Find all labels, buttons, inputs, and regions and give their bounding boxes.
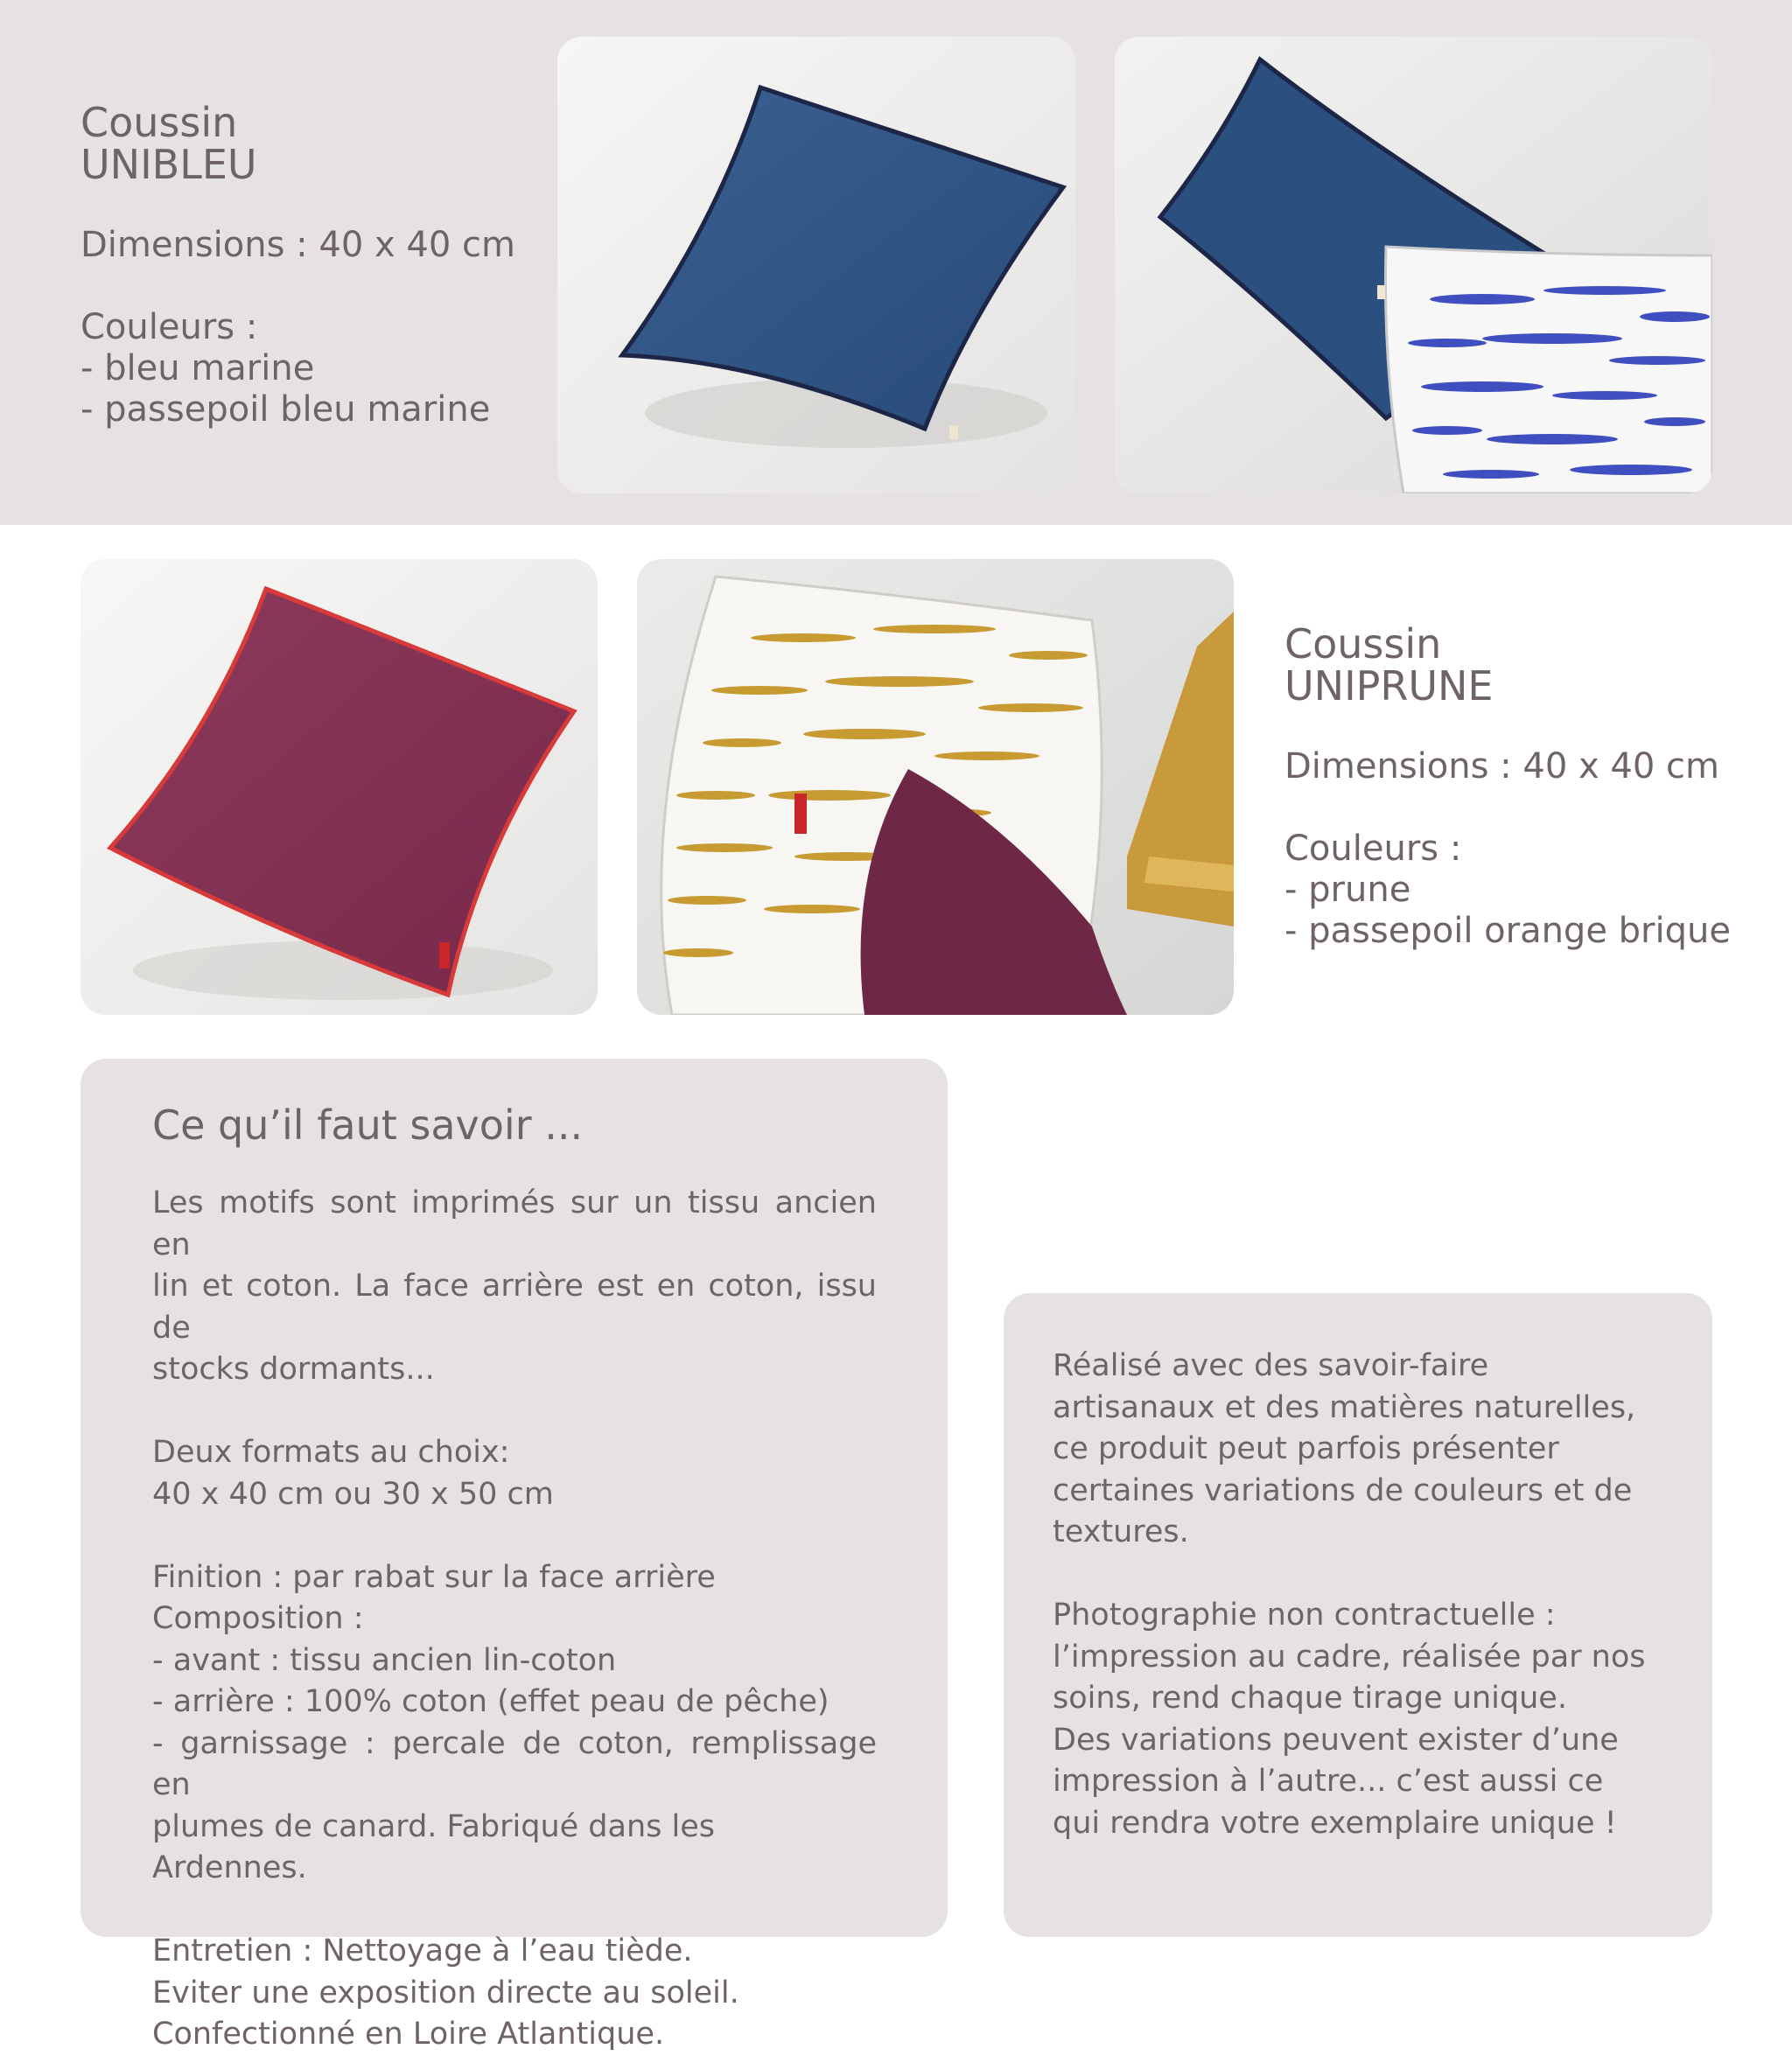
notice-photo-line: impression à l’autre... c’est aussi ce: [1053, 1764, 1604, 1799]
info-title: Ce qu’il faut savoir ...: [152, 1101, 584, 1149]
info-intro-line: Les motifs sont imprimés sur un tissu ancien en: [152, 1185, 877, 1262]
color-item: - prune: [1284, 870, 1411, 910]
notice-craft-line: Réalisé avec des savoir-faire: [1053, 1348, 1489, 1383]
info-composition-line: - garnissage : percale de coton, remplissage en: [152, 1725, 877, 1802]
notice-photo-line: Des variations peuvent exister d’une: [1053, 1722, 1619, 1758]
uniprune-with-printed-cushion-photo: [637, 559, 1234, 1015]
notice-photo-line: soins, rend chaque tirage unique.: [1053, 1681, 1567, 1716]
product-name: UNIPRUNE: [1284, 662, 1494, 710]
notice-card: [1004, 1293, 1712, 1937]
notice-body: [1053, 1346, 1683, 1844]
notice-craft-line: textures.: [1053, 1514, 1189, 1549]
product-name: UNIBLEU: [80, 141, 257, 188]
info-formats-line: 40 x 40 cm ou 30 x 50 cm: [152, 1476, 554, 1512]
info-care-line: Eviter une exposition directe au soleil.: [152, 1975, 739, 2011]
info-intro-line: stocks dormants...: [152, 1352, 435, 1387]
uniprune-cushion-photo: [80, 559, 598, 1015]
product-label: Coussin: [1284, 620, 1442, 668]
info-composition-line: Finition : par rabat sur la face arrière: [152, 1559, 716, 1595]
product-dimensions: Dimensions : 40 x 40 cm: [1284, 746, 1719, 787]
product-uniprune-details: [1284, 620, 1757, 952]
info-composition-line: - arrière : 100% coton (effet peau de pêche): [152, 1684, 830, 1719]
product-label: Coussin: [80, 99, 238, 146]
info-intro-line: lin et coton. La face arrière est en coton, issu de: [152, 1269, 877, 1346]
product-dimensions: Dimensions : 40 x 40 cm: [80, 225, 515, 265]
info-care-line: Entretien : Nettoyage à l’eau tiède.: [152, 1934, 693, 1969]
colors-heading: Couleurs :: [80, 307, 258, 347]
info-care-line: Confectionné en Loire Atlantique.: [152, 2017, 665, 2052]
notice-photo-line: qui rendra votre exemplaire unique !: [1053, 1805, 1617, 1841]
notice-photo-line: Photographie non contractuelle :: [1053, 1598, 1556, 1633]
info-composition-line: - avant : tissu ancien lin-coton: [152, 1642, 617, 1678]
info-composition-line: plumes de canard. Fabriqué dans les Ardennes.: [152, 1808, 716, 1885]
info-card: [80, 1059, 948, 2052]
info-formats-line: Deux formats au choix:: [152, 1435, 510, 1470]
color-item: - bleu marine: [80, 348, 315, 388]
color-item: - passepoil orange brique: [1284, 911, 1731, 951]
info-body: [152, 1183, 877, 2056]
notice-craft-line: ce produit peut parfois présenter: [1053, 1431, 1559, 1466]
notice-photo-line: l’impression au cadre, réalisée par nos: [1053, 1639, 1646, 1675]
info-composition-line: Composition :: [152, 1601, 364, 1636]
notice-craft-line: artisanaux et des matières naturelles,: [1053, 1389, 1636, 1425]
notice-craft-line: certaines variations de couleurs et de: [1053, 1472, 1633, 1508]
unibleu-cushion-photo: [557, 37, 1075, 493]
unibleu-with-printed-cushion-photo: [1115, 37, 1712, 493]
product-unibleu-details: [80, 101, 536, 430]
color-item: - passepoil bleu marine: [80, 389, 491, 430]
colors-heading: Couleurs :: [1284, 829, 1462, 869]
